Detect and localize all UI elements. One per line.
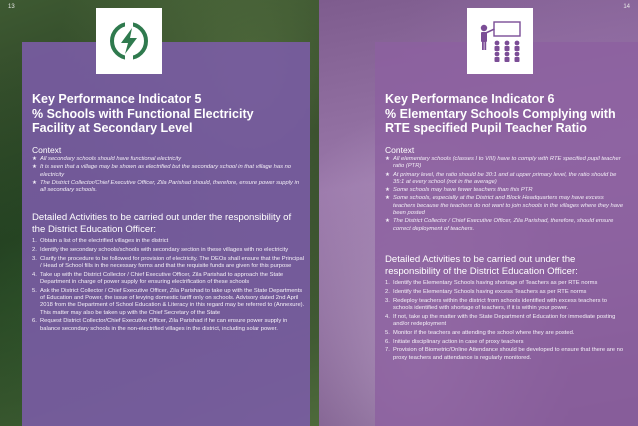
list-item: 4. If not, take up the matter with the State Department of Education for immediate posting and/or redeployment (385, 313, 616, 327)
kpi-card (22, 42, 310, 426)
classroom-teacher-icon (475, 19, 525, 63)
kpi-title-line1: Key Performance Indicator 5 (32, 92, 202, 106)
list-item: 5. Monitor if the teachers are attending the school where they are posted. (385, 329, 575, 336)
list-item: 6. Initiate disciplinary action in case of proxy teachers (385, 338, 524, 345)
list-item: ★ All secondary schools should have functional electricity (32, 156, 306, 163)
activities-heading: Detailed Activities to be carried out under the responsibility of the District Education Officer: (385, 254, 578, 277)
list-item: ★ All elementary schools (classes I to VIII) have to comply with RTE specified pupil teacher ratio (PTR) (385, 156, 625, 171)
activities-heading: Detailed Activities to be carried out under the responsibility of the District Education Officer: (32, 212, 292, 235)
page-number: 13 (8, 4, 15, 10)
list-item: 2. Identify the Elementary Schools having excess Teachers as per RTE norms (385, 288, 587, 295)
kpi-icon-box (96, 8, 162, 74)
list-item: 1. Identify the Elementary Schools having shortage of Teachers as per RTE norms (385, 280, 598, 286)
context-heading: Context (385, 145, 415, 155)
kpi-title-line2: % Schools with Functional Electricity Facility at Secondary Level (32, 106, 254, 135)
list-item: 3. Clarify the procedure to be followed for provision of electricity. The DEOs shall ensure that the Principal / Head of School fills in the necessary forms and that the requisite funds are given for this purpose (32, 255, 304, 269)
lightning-bolt-icon (107, 19, 151, 63)
kpi-title (32, 92, 300, 136)
page-number: 14 (623, 4, 630, 10)
right-page (319, 0, 638, 426)
context-list (385, 156, 625, 233)
kpi-title-line2: % Elementary Schools Complying with RTE specified Pupil Teacher Ratio (385, 106, 616, 135)
kpi-card (375, 42, 638, 426)
list-item: ★ Some schools may have fewer teachers than this PTR (385, 187, 625, 194)
list-item: ★ At primary level, the ratio should be 30:1 and at upper primary level, the ratio should be 35:1 at every school (not in the average) (385, 172, 625, 187)
activities-list (32, 238, 306, 333)
activities-section (32, 212, 306, 335)
list-item: 4. Take up with the District Collector / Chief Executive Officer, Zila Parishad to approach the State Department in charge of power supply for ensuring electrification of these schools (32, 271, 284, 285)
list-item: 5. Ask the District Collector / Chief Executive Officer, Zila Parishad to take up with the State Departments of Education and Power, the issue of levying domestic tariff only on schools. Advisory dated 2nd April 2018 from the Department of School Education & Literacy in this regard may be referred to (Annexure). This matter may also be taken up with the Chief Secretary of the State (32, 287, 305, 316)
kpi-title (385, 92, 635, 136)
context-section (32, 145, 306, 195)
kpi-title-line1: Key Performance Indicator 6 (385, 92, 555, 106)
activities-section (385, 254, 625, 363)
context-section (385, 145, 625, 234)
list-item: 2. Identify the secondary schools/schools with secondary section in these villages with no electricity (32, 246, 289, 253)
list-item: ★ It is seen that a village may be shown as electrified but the secondary school in that village has no electricity (32, 164, 306, 179)
list-item: ★ The District Collector/Chief Executive Officer, Zila Parishad should, therefore, ensure power supply in all secondary schools. (32, 180, 306, 195)
list-item: 3. Redeploy teachers within the district from schools identified with excess teachers to schools identified with shortage of teachers, if it is within your power. (385, 297, 607, 311)
list-item: 1. Obtain a list of the electrified villages in the district (32, 238, 169, 244)
list-item: 7. Provision of Biometric/Online Attendance should be developed to ensure that there are no proxy teachers and attendance is regularly monitored. (385, 347, 624, 361)
list-item: ★ Some schools, especially at the District and Block Headquarters may have excess teachers because the teachers do not want to join schools in the villages where they have been posted (385, 195, 625, 217)
context-list (32, 156, 306, 194)
list-item: ★ The District Collector / Chief Executive Officer, Zila Parishad, therefore, should ensure correct deployment of teachers. (385, 218, 625, 233)
activities-list (385, 280, 625, 362)
list-item: 6. Request District Collector/Chief Executive Officer, Zila Parishad if he can ensure power supply in balance secondary schools in the non-electrified villages in the district, including solar power. (32, 318, 288, 332)
context-heading: Context (32, 145, 62, 155)
kpi-icon-box (467, 8, 533, 74)
